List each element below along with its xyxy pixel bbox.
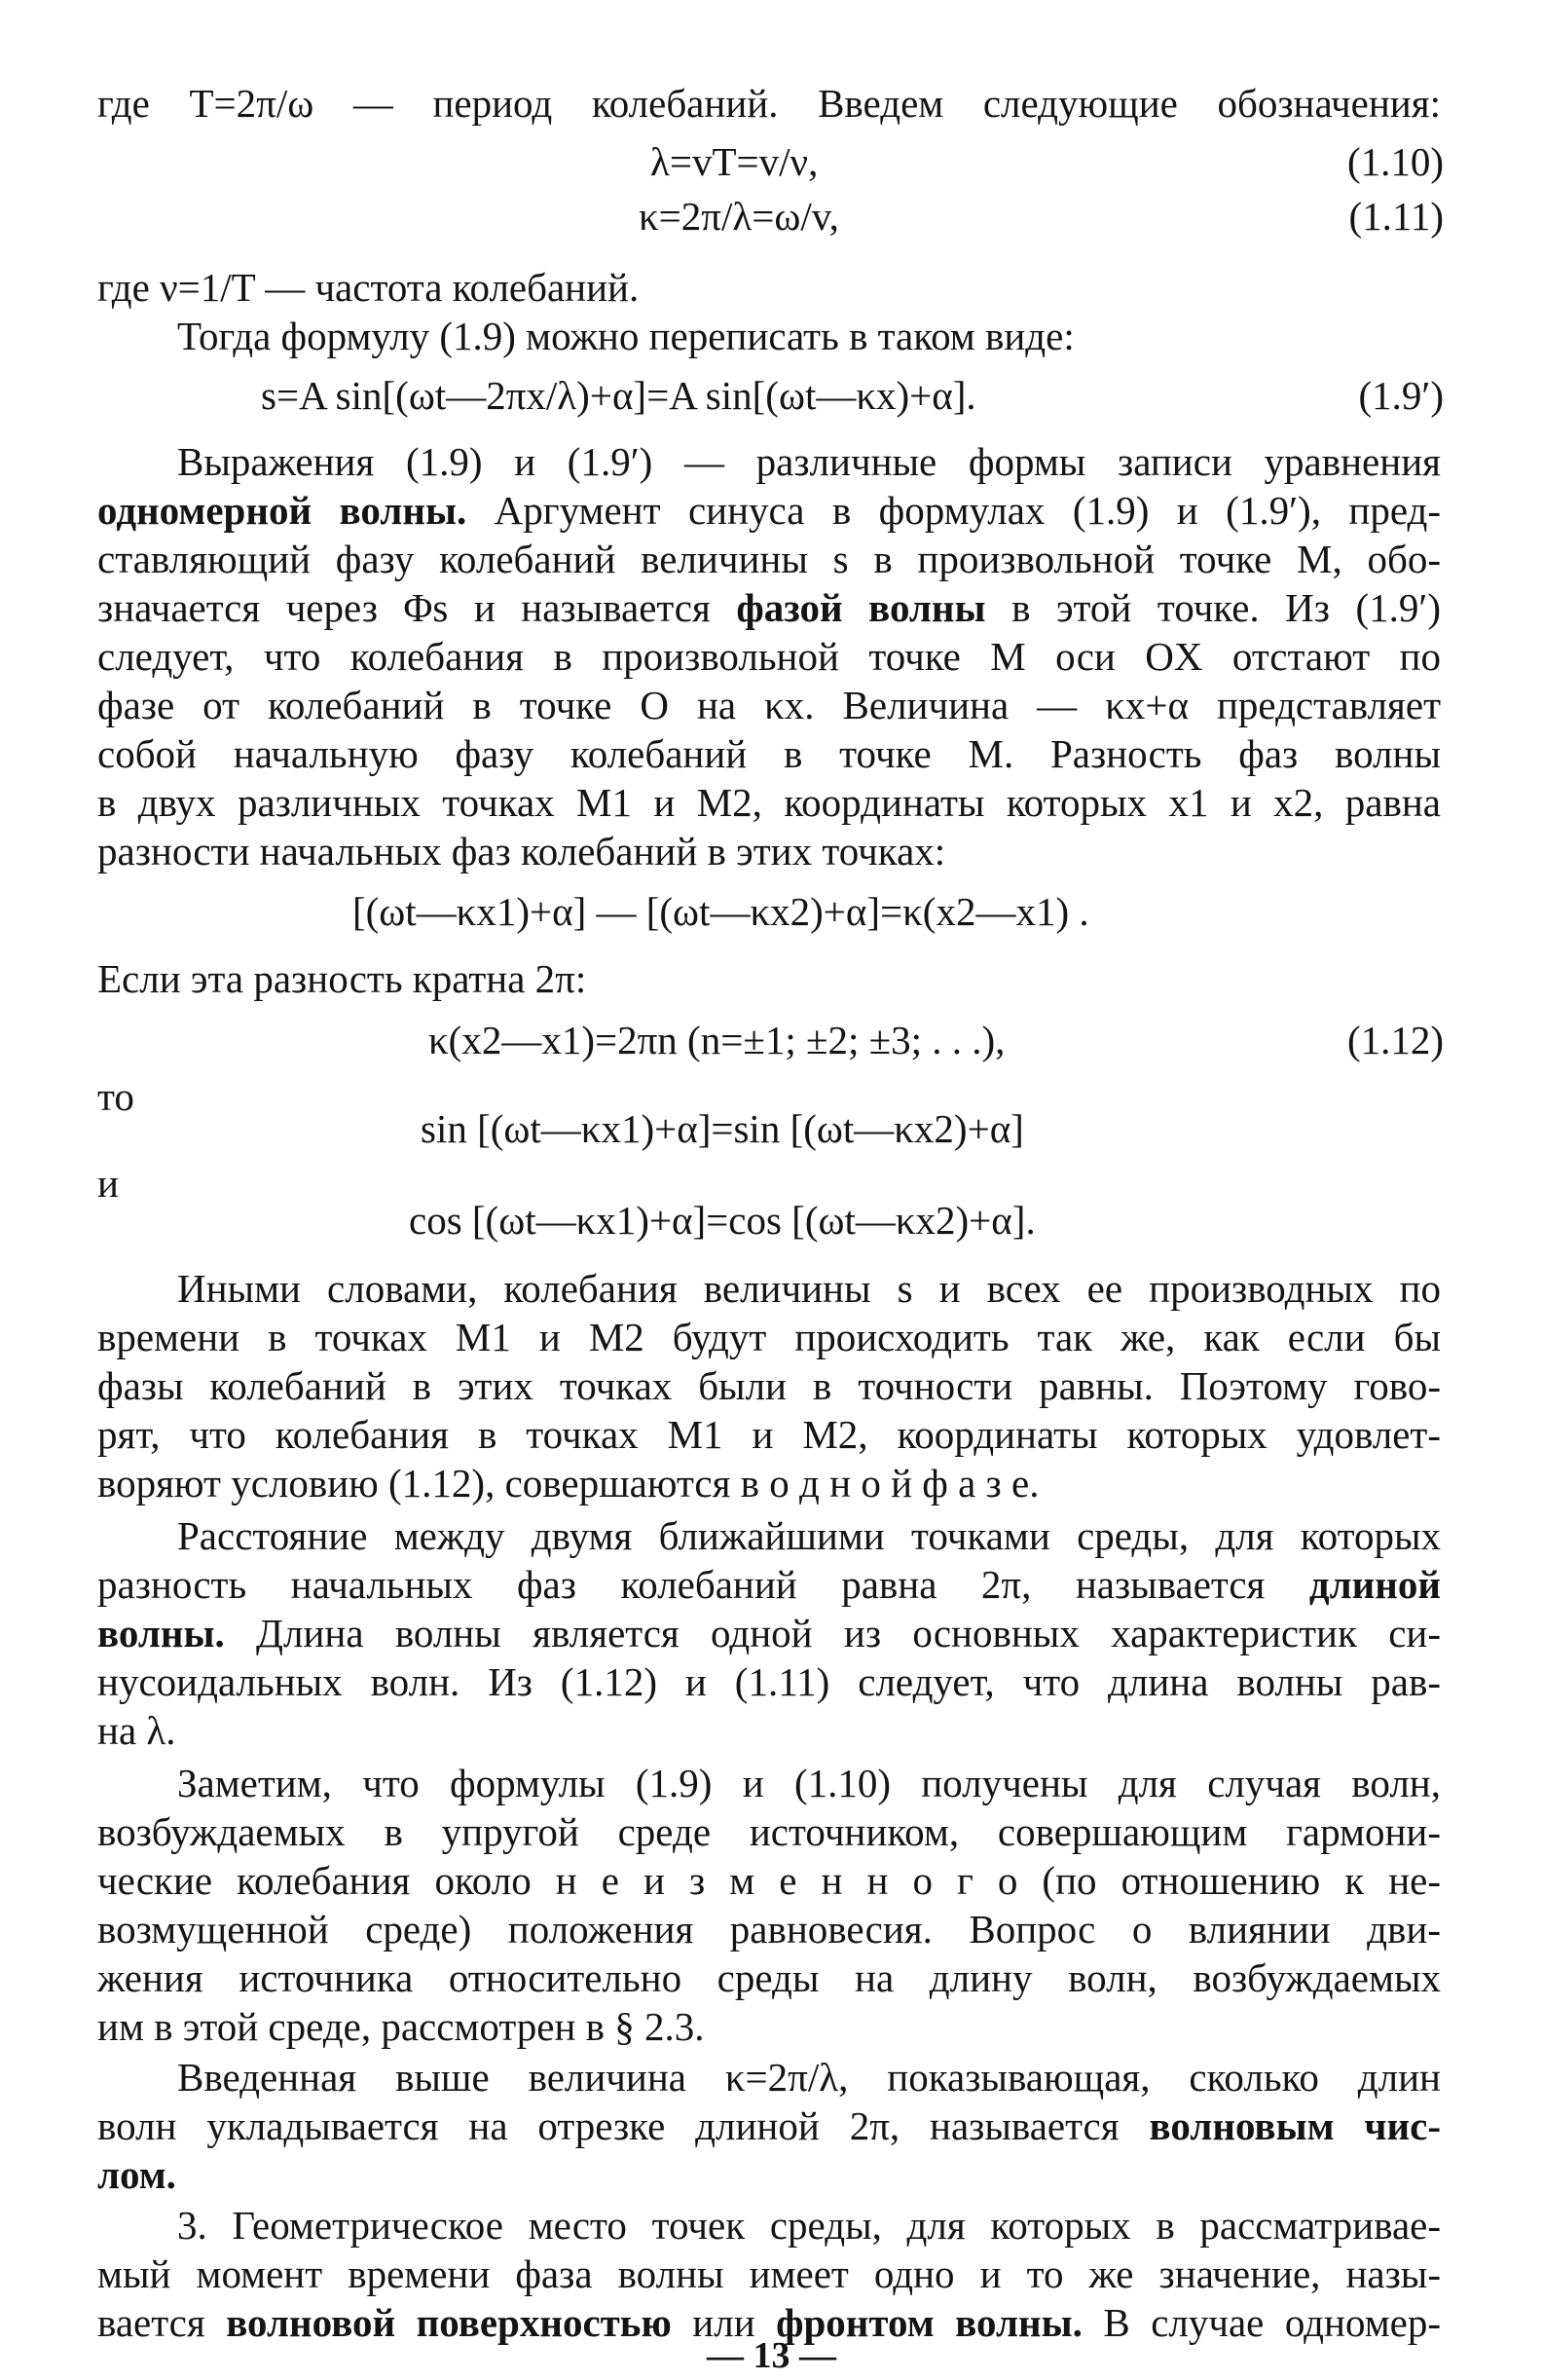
term-one-dimensional-wave: одномерной волны.: [97, 488, 467, 533]
text-line: мый момент времени фаза волны имеет одно и то же значение, назы-: [97, 2251, 1441, 2296]
term-wave-front: фронтом волны.: [776, 2300, 1083, 2345]
term-wave-surface: волновой поверхностью: [226, 2300, 672, 2345]
text-line: Расстояние между двумя ближайшими точками среды, для которых: [177, 1513, 1441, 1558]
equation-1-12: κ(x2—x1)=2πn (n=±1; ±2; ±3; . . .),: [428, 1018, 1006, 1062]
text-span: вается: [97, 2300, 227, 2345]
text-span: значается через Φs и называется: [97, 585, 737, 630]
text-line: 3. Геометрическое место точек среды, для которых в рассматривае-: [177, 2203, 1441, 2248]
page-number: — 13 —: [707, 2335, 836, 2376]
text-span: В случае одномер-: [1082, 2300, 1441, 2345]
text-line: ставляющий фазу колебаний величины s в произвольной точке M, обо-: [97, 537, 1441, 581]
text-line: и: [97, 1161, 119, 1206]
text-line: им в этой среде, рассмотрен в § 2.3.: [97, 2004, 705, 2049]
text-line: воряют условию (1.12), совершаются в о д н о й ф а з е.: [97, 1461, 1040, 1506]
term-wave-number: волновым чис-: [1149, 2103, 1441, 2148]
text-line: где T=2π/ω — период колебаний. Введем следующие обозначения:: [97, 81, 1441, 126]
text-line: фазе от колебаний в точке O на κx. Величина — κx+α представляет: [97, 683, 1441, 727]
equation-number: (1.9′): [1358, 373, 1444, 418]
equation-1-11: κ=2π/λ=ω/v,: [639, 194, 839, 239]
text-line: фазы колебаний в этих точках были в точности равны. Поэтому гово-: [97, 1363, 1441, 1408]
text-line: возбуждаемых в упругой среде источником, совершающим гармони-: [97, 1809, 1441, 1854]
text-span: волн укладывается на отрезке длиной 2π, называется: [97, 2103, 1150, 2148]
equation-cos: cos [(ωt—κx1)+α]=cos [(ωt—κx2)+α].: [409, 1198, 1036, 1243]
text-line: Заметим, что формулы (1.9) и (1.10) получены для случая волн,: [177, 1761, 1441, 1805]
text-line: [97, 2103, 1441, 2148]
equation-1-10: λ=vT=v/ν,: [650, 139, 819, 184]
text-span: или: [671, 2300, 777, 2345]
equation-number: (1.10): [1346, 139, 1444, 184]
text-line: [97, 488, 1441, 533]
text-line: следует, что колебания в произвольной точке M оси OX отстают по: [97, 634, 1441, 679]
text-line: [97, 1562, 1441, 1607]
text-line: ческие колебания около н е и з м е н н о г о (по отношению к не-: [97, 1858, 1441, 1903]
term-wave-number-cont: лом.: [97, 2152, 176, 2197]
term-wavelength: длиной: [1308, 1562, 1441, 1607]
text-line: времени в точках M1 и M2 будут происходить так же, как если бы: [97, 1315, 1441, 1359]
text-span: в этой точке. Из (1.9′): [985, 585, 1442, 630]
text-line: Введенная выше величина κ=2π/λ, показывающая, сколько длин: [177, 2055, 1441, 2100]
text-line: на λ.: [97, 1708, 176, 1753]
text-line: собой начальную фазу колебаний в точке M. Разность фаз волны: [97, 731, 1441, 776]
text-line: [97, 585, 1441, 630]
text-line: то: [97, 1074, 134, 1119]
text-line: [97, 2152, 1441, 2197]
text-line: Если эта разность кратна 2π:: [97, 956, 587, 1001]
text-line: в двух различных точках M1 и M2, координаты которых x1 и x2, равна: [97, 780, 1441, 825]
equation-number: (1.11): [1348, 194, 1444, 239]
equation-1-9-prime: s=A sin[(ωt—2πx/λ)+α]=A sin[(ωt—κx)+α].: [261, 373, 976, 418]
equation-phase-difference: [(ωt—κx1)+α] — [(ωt—κx2)+α]=κ(x2—x1) .: [352, 889, 1089, 934]
text-line: жения источника относительно среды на длину волн, возбуждаемых: [97, 1955, 1441, 2000]
text-line: рят, что колебания в точках M1 и M2, координаты которых удовлет-: [97, 1412, 1441, 1457]
text-line: нусоидальных волн. Из (1.12) и (1.11) следует, что длина волны рав-: [97, 1659, 1441, 1704]
text-line: возмущенной среде) положения равновесия. Вопрос о влиянии дви-: [97, 1907, 1441, 1952]
text-span: Аргумент синуса в формулах (1.9) и (1.9′), пред-: [466, 488, 1441, 533]
equation-number: (1.12): [1346, 1018, 1444, 1062]
text-line: Иными словами, колебания величины s и всех ее производных по: [177, 1266, 1441, 1311]
text-span: разность начальных фаз колебаний равна 2π, называется: [97, 1562, 1309, 1607]
term-wave-phase: фазой волны: [736, 585, 986, 630]
text-line: разности начальных фаз колебаний в этих точках:: [97, 829, 946, 874]
text-line: [97, 1611, 1441, 1655]
text-line: Тогда формулу (1.9) можно переписать в таком виде:: [177, 314, 1075, 358]
text-line: где ν=1/T — частота колебаний.: [97, 265, 640, 310]
text-line: Выражения (1.9) и (1.9′) — различные формы записи уравнения: [177, 439, 1441, 484]
equation-sin: sin [(ωt—κx1)+α]=sin [(ωt—κx2)+α]: [421, 1106, 1024, 1151]
text-span: Длина волны является одной из основных характеристик си-: [224, 1611, 1441, 1655]
term-wavelength-cont: волны.: [97, 1611, 225, 1655]
